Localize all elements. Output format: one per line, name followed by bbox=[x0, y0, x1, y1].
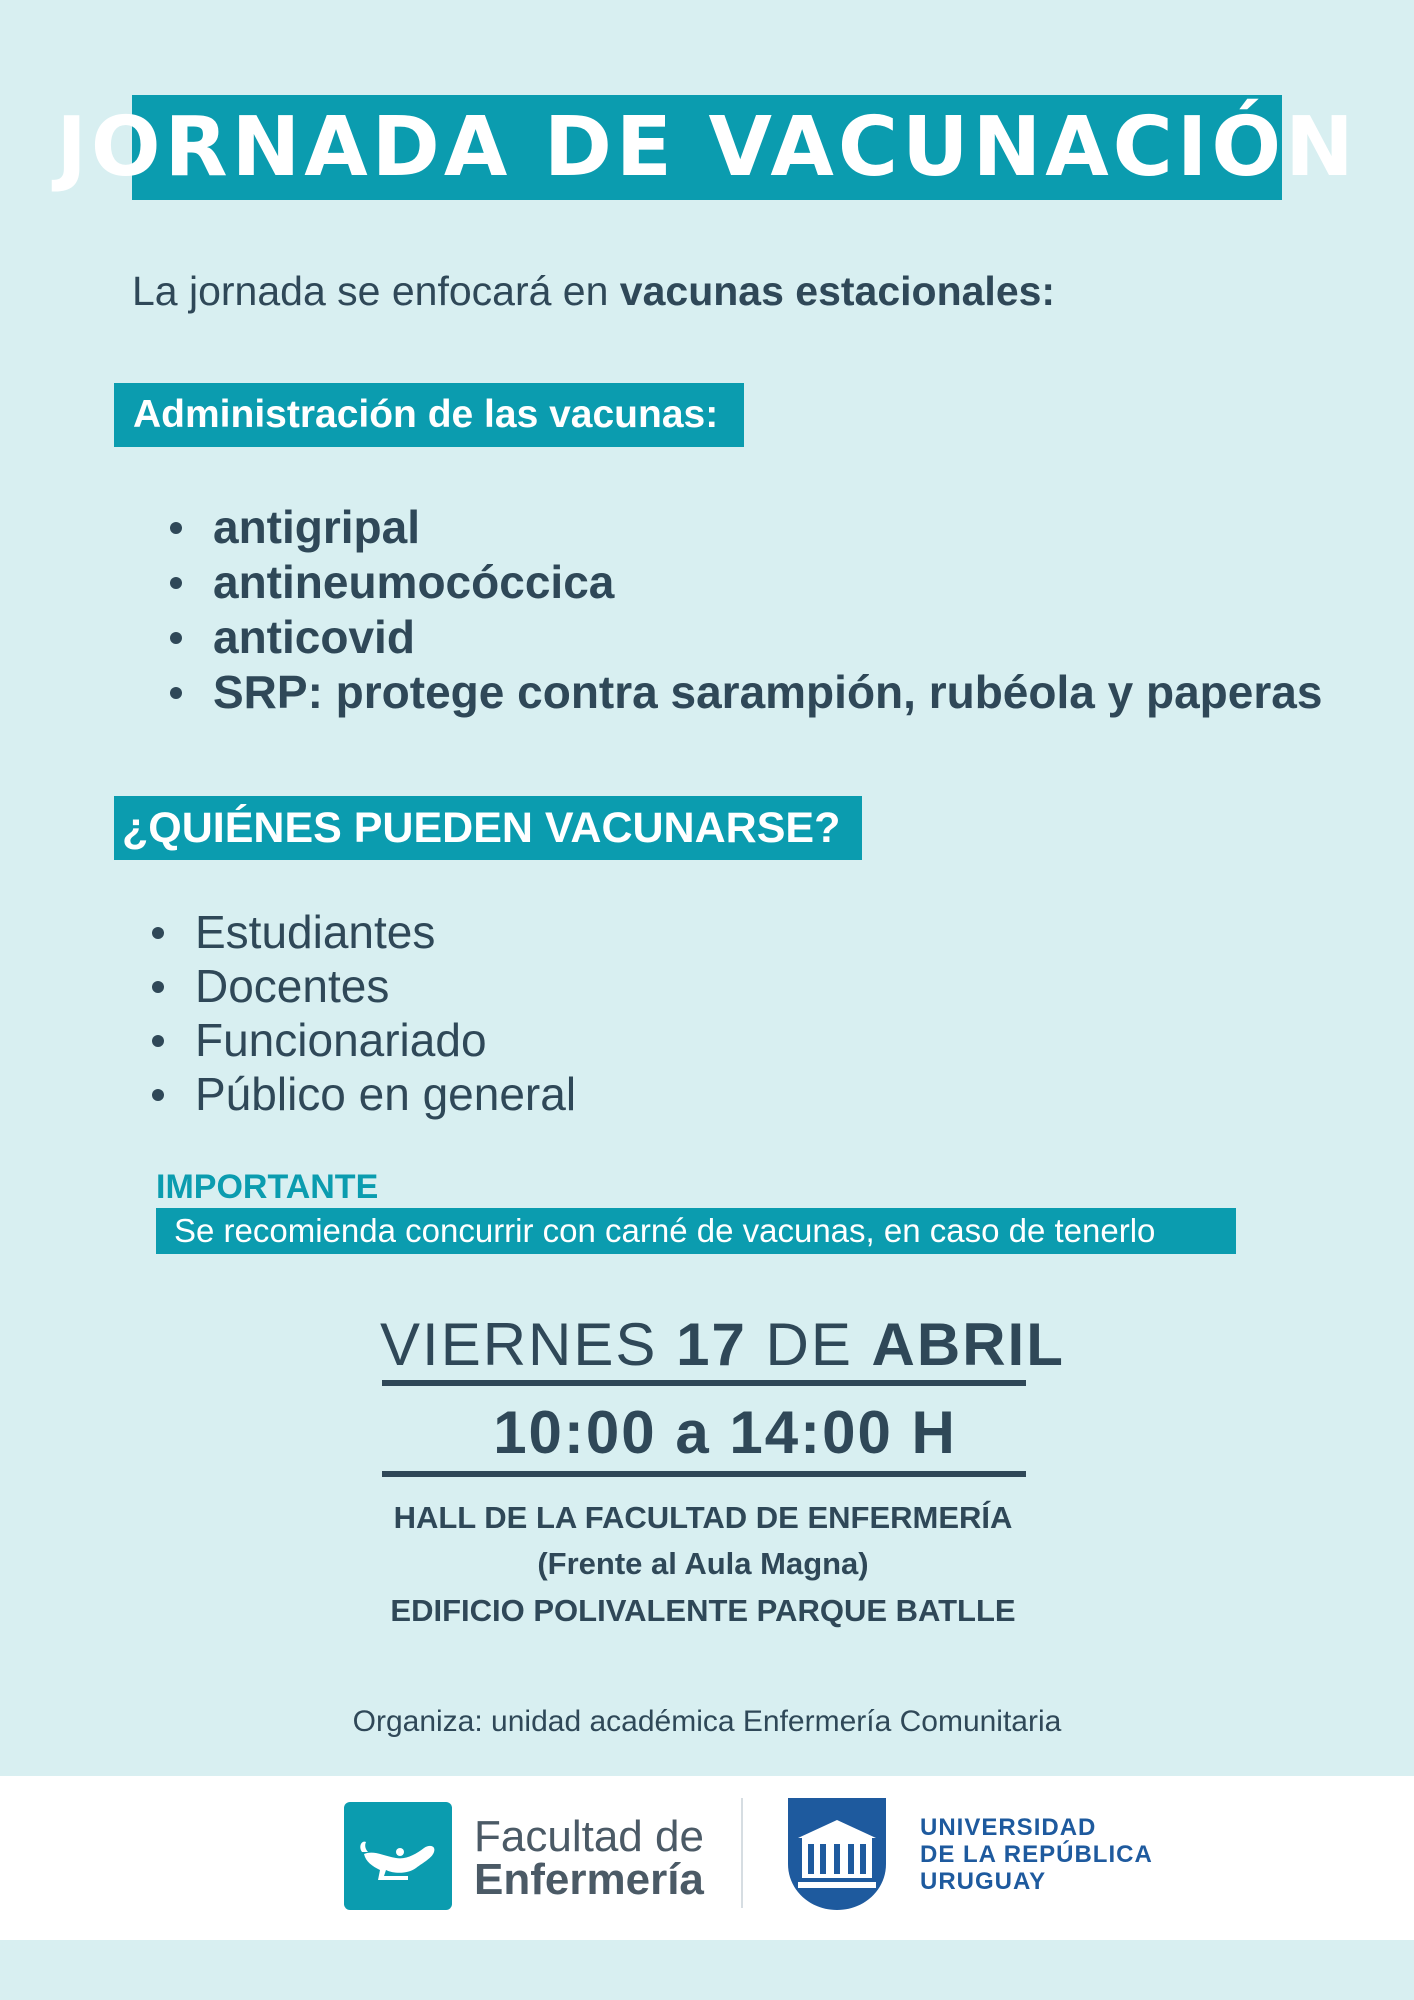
event-date bbox=[380, 1310, 1065, 1379]
vaccine-name: antigripal bbox=[213, 501, 421, 553]
vaccine-name: SRP: protege contra sarampión, rubéola y paperas bbox=[213, 666, 1323, 718]
page-title: JORNADA DE VACUNACIÓN bbox=[56, 100, 1358, 195]
audience-item: Estudiantes bbox=[195, 906, 436, 958]
list-item bbox=[170, 555, 1322, 610]
divider-line bbox=[382, 1471, 1026, 1477]
intro-bold: vacunas estacionales: bbox=[619, 268, 1056, 314]
audience-item: Funcionariado bbox=[195, 1014, 487, 1066]
location-line: HALL DE LA FACULTAD DE ENFERMERÍA bbox=[393, 1500, 1013, 1535]
vaccine-name: anticovid bbox=[213, 611, 415, 663]
divider-line bbox=[382, 1380, 1026, 1386]
list-item bbox=[152, 1067, 576, 1121]
bullet-icon bbox=[152, 981, 164, 993]
event-month: ABRIL bbox=[871, 1311, 1065, 1378]
event-date-number: 17 bbox=[676, 1311, 747, 1378]
bullet-icon bbox=[152, 1035, 164, 1047]
list-item bbox=[170, 500, 1322, 555]
event-time: 10:00 a 14:00 H bbox=[493, 1399, 957, 1466]
audience-heading-label: ¿QUIÉNES PUEDEN VACUNARSE? bbox=[122, 803, 841, 852]
university-name-line3: URUGUAY bbox=[920, 1868, 1047, 1895]
list-item bbox=[152, 959, 576, 1013]
vaccines-heading-label: Administración de las vacunas: bbox=[133, 393, 719, 436]
location-line: EDIFICIO POLIVALENTE PARQUE BATLLE bbox=[390, 1593, 1016, 1628]
bullet-icon bbox=[170, 522, 182, 534]
title-banner bbox=[56, 95, 1358, 200]
intro-text bbox=[132, 268, 1055, 315]
bullet-icon bbox=[152, 927, 164, 939]
event-de: DE bbox=[765, 1311, 853, 1378]
lamp-logo-icon bbox=[344, 1802, 452, 1910]
footer-bar bbox=[0, 1776, 1414, 1940]
lamp-icon bbox=[344, 1802, 452, 1910]
location-line: (Frente al Aula Magna) bbox=[537, 1546, 869, 1581]
vaccine-list bbox=[170, 500, 1322, 720]
important-notice bbox=[156, 1208, 1236, 1254]
facultad-name-line2: Enfermería bbox=[474, 1855, 704, 1904]
list-item bbox=[152, 1013, 576, 1067]
important-label: IMPORTANTE bbox=[156, 1168, 379, 1206]
important-text: Se recomienda concurrir con carné de vacunas, en caso de tenerlo bbox=[174, 1212, 1156, 1249]
bullet-icon bbox=[152, 1089, 164, 1101]
university-name-line1: UNIVERSIDAD bbox=[920, 1814, 1097, 1841]
vaccines-heading bbox=[114, 383, 744, 447]
audience-item: Público en general bbox=[195, 1068, 577, 1120]
university-name-line2: DE LA REPÚBLICA bbox=[920, 1841, 1153, 1868]
organizer-text: Organiza: unidad académica Enfermería Comunitaria bbox=[352, 1705, 1062, 1738]
footer-divider bbox=[741, 1798, 743, 1908]
shield-icon bbox=[788, 1798, 886, 1910]
vaccine-name: antineumocóccica bbox=[213, 556, 615, 608]
bullet-icon bbox=[170, 632, 182, 644]
list-item bbox=[170, 610, 1322, 665]
audience-item: Docentes bbox=[195, 960, 390, 1012]
facultad-name-line1: Facultad de bbox=[474, 1812, 704, 1861]
audience-list bbox=[152, 905, 576, 1121]
audience-heading bbox=[114, 796, 862, 860]
university-shield-icon bbox=[788, 1798, 886, 1910]
intro-plain: La jornada se enfocará en bbox=[132, 268, 620, 314]
bullet-icon bbox=[170, 687, 182, 699]
list-item bbox=[170, 665, 1322, 720]
list-item bbox=[152, 905, 576, 959]
event-day: VIERNES bbox=[380, 1311, 658, 1378]
bullet-icon bbox=[170, 577, 182, 589]
